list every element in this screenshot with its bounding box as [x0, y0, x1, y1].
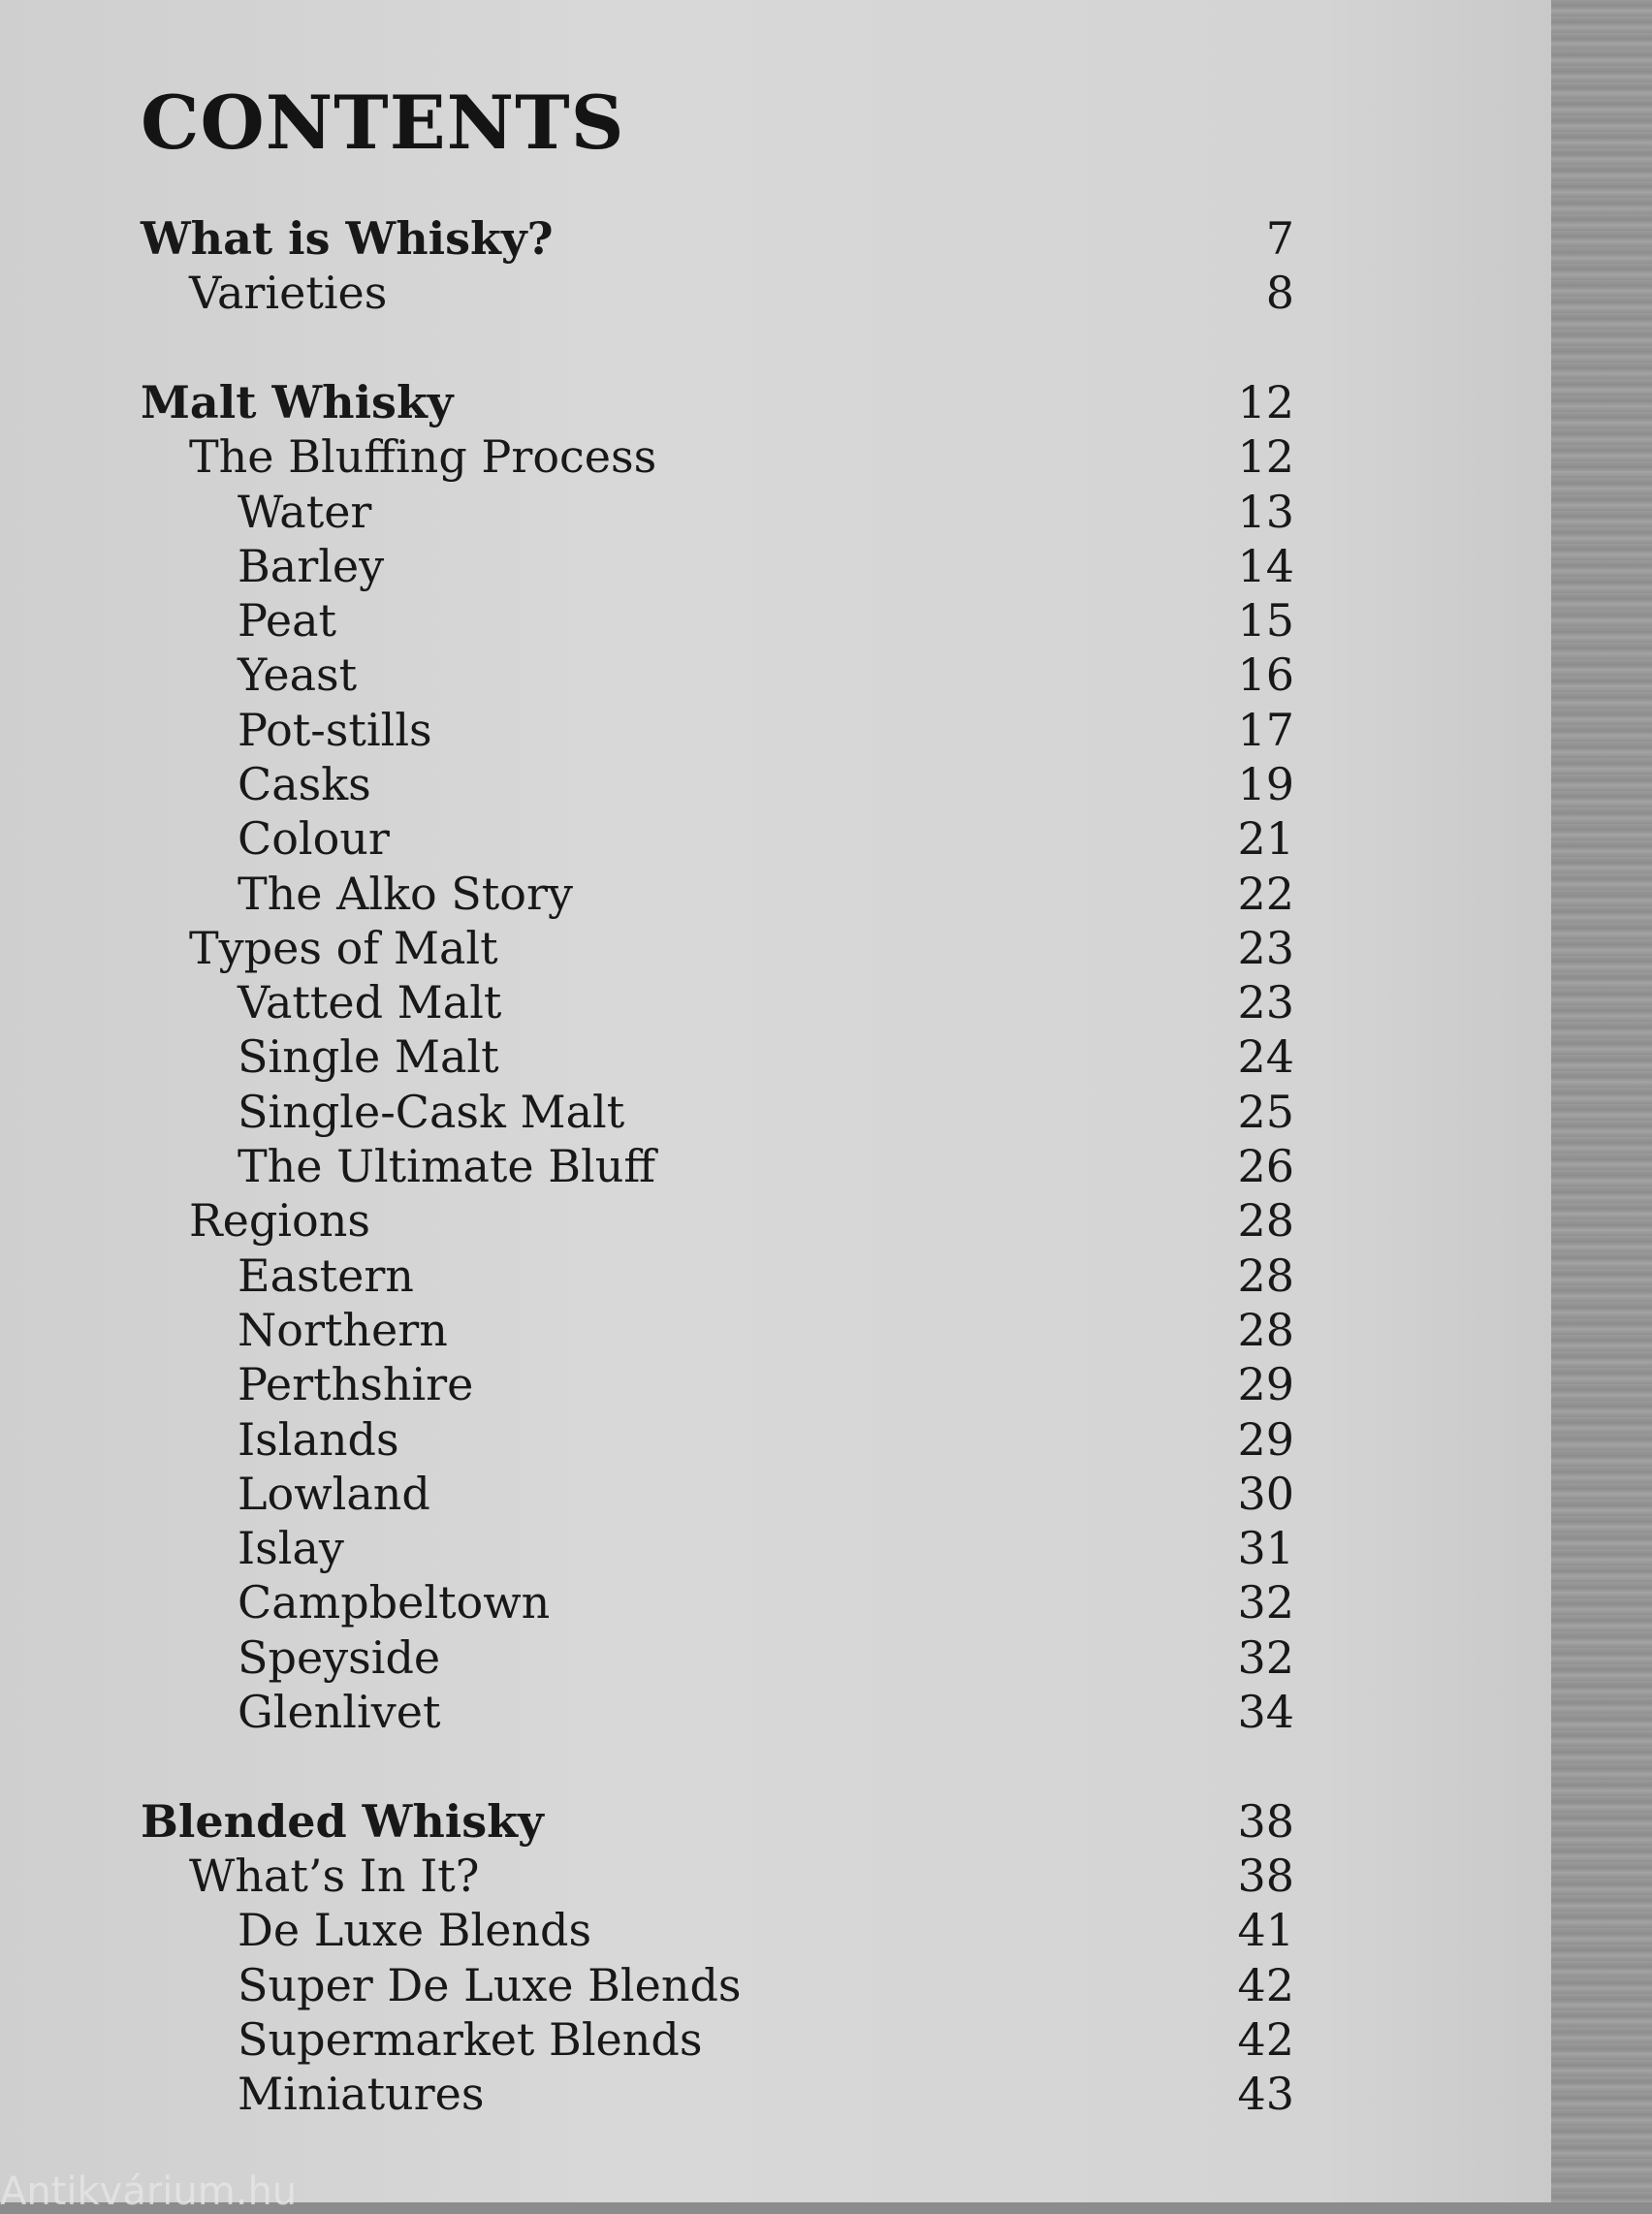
toc-page-number: 42 [1237, 2013, 1294, 2066]
toc-entry [238, 648, 1294, 702]
toc-entry [238, 811, 1294, 866]
toc-entry-title: Water [238, 486, 372, 538]
toc-entry-title: The Ultimate Bluff [238, 1140, 656, 1192]
toc-entry-title: Blended Whisky [141, 1795, 544, 1848]
toc-entry [238, 485, 1294, 539]
toc-entry [238, 1467, 1294, 1521]
toc-section [141, 1794, 1294, 1849]
toc-entry-title: De Luxe Blends [238, 1904, 592, 1956]
toc-entry [238, 1575, 1294, 1629]
toc-entry-title: Peat [238, 594, 337, 647]
toc-entry-title: Barley [238, 540, 385, 592]
toc-entry-title: Glenlivet [238, 1686, 441, 1738]
toc-entry-title: Campbeltown [238, 1576, 551, 1629]
toc-page-number: 38 [1237, 1795, 1294, 1848]
toc-entry-title: Northern [238, 1304, 448, 1356]
toc-entry [238, 1412, 1294, 1467]
toc-entry [189, 921, 1294, 975]
toc-entry-title: Regions [189, 1194, 370, 1247]
toc-section [141, 211, 1294, 266]
toc-entry [238, 539, 1294, 593]
toc-page-number: 43 [1237, 2068, 1294, 2120]
watermark: Antikvárium.hu [0, 2169, 298, 2214]
toc-entry-title: Yeast [238, 648, 358, 701]
toc-page-number: 17 [1237, 704, 1294, 756]
toc-page-number: 26 [1237, 1140, 1294, 1192]
toc-entry-title: Islands [238, 1413, 399, 1466]
toc-page-number: 34 [1237, 1686, 1294, 1738]
toc-entry [238, 1029, 1294, 1084]
toc-entry-title: Supermarket Blends [238, 2013, 703, 2066]
toc-entry-title: Malt Whisky [141, 376, 454, 428]
toc-entry-title: Single Malt [238, 1030, 499, 1083]
toc-page-number: 42 [1237, 1959, 1294, 2011]
toc-page-number: 15 [1237, 594, 1294, 647]
toc-page-number: 38 [1237, 1850, 1294, 1902]
toc-entry [238, 1139, 1294, 1193]
toc-entry-title: The Bluffing Process [189, 430, 657, 483]
toc-page-number: 32 [1237, 1631, 1294, 1684]
toc-entry [238, 2012, 1294, 2067]
toc-entry [238, 593, 1294, 648]
toc-page-number: 23 [1237, 922, 1294, 974]
toc-entry [238, 975, 1294, 1029]
toc-entry-title: Perthshire [238, 1358, 474, 1410]
toc-entry-title: Eastern [238, 1249, 414, 1302]
toc-entry [238, 1357, 1294, 1411]
toc-page-number: 16 [1237, 648, 1294, 701]
toc-page-number: 21 [1237, 812, 1294, 865]
toc-section [141, 375, 1294, 429]
toc-entry [238, 1630, 1294, 1685]
toc-entry-title: Vatted Malt [238, 976, 502, 1028]
toc-entry [238, 757, 1294, 811]
toc-entry-title: Pot-stills [238, 704, 432, 756]
toc-page-number: 7 [1265, 212, 1294, 265]
toc-page-number: 28 [1237, 1194, 1294, 1247]
toc-entry [238, 1685, 1294, 1739]
toc-entry-title: Islay [238, 1522, 344, 1574]
toc-entry-title: What is Whisky? [141, 212, 554, 265]
toc-page-number: 13 [1237, 486, 1294, 538]
toc-entry [238, 1903, 1294, 1957]
toc-entry [238, 2067, 1294, 2121]
toc-entry [189, 1849, 1294, 1903]
toc-page-number: 8 [1265, 267, 1294, 319]
toc-entry-title: The Alko Story [238, 868, 573, 920]
toc-page-number: 22 [1237, 868, 1294, 920]
toc-page-number: 32 [1237, 1576, 1294, 1629]
toc-entry [238, 1303, 1294, 1357]
toc-page-number: 28 [1237, 1304, 1294, 1356]
toc-entry [238, 1521, 1294, 1575]
toc-entry [189, 429, 1294, 484]
toc-page-number: 23 [1237, 976, 1294, 1028]
toc-page-number: 12 [1237, 376, 1294, 428]
toc-page-number: 41 [1237, 1904, 1294, 1956]
toc-entry-title: Single-Cask Malt [238, 1086, 625, 1138]
toc-entry [238, 1249, 1294, 1303]
toc-page-number: 29 [1237, 1358, 1294, 1410]
page-title: CONTENTS [141, 79, 625, 166]
toc-entry [238, 703, 1294, 757]
toc-page-number: 30 [1237, 1468, 1294, 1520]
toc-entry-title: Miniatures [238, 2068, 485, 2120]
toc-entry-title: Types of Malt [189, 922, 498, 974]
toc-entry-title: Super De Luxe Blends [238, 1959, 742, 2011]
toc-page-number: 25 [1237, 1086, 1294, 1138]
toc-entry-title: Varieties [189, 267, 388, 319]
toc-entry-title: Lowland [238, 1468, 430, 1520]
toc-entry [189, 1193, 1294, 1248]
page-edge [1551, 0, 1652, 2202]
toc-page-number: 14 [1237, 540, 1294, 592]
toc-page-number: 24 [1237, 1030, 1294, 1083]
toc-page-number: 28 [1237, 1249, 1294, 1302]
toc-entry [189, 266, 1294, 320]
toc-entry-title: Casks [238, 758, 371, 810]
toc-page-number: 19 [1237, 758, 1294, 810]
toc-entry-title: Colour [238, 812, 390, 865]
toc-entry [238, 1958, 1294, 2012]
toc-page-number: 31 [1237, 1522, 1294, 1574]
toc-entry [238, 867, 1294, 921]
toc-page-number: 29 [1237, 1413, 1294, 1466]
toc-page-number: 12 [1237, 430, 1294, 483]
toc-entry [238, 1085, 1294, 1139]
toc-entry-title: What’s In It? [189, 1850, 480, 1902]
toc-entry-title: Speyside [238, 1631, 441, 1684]
